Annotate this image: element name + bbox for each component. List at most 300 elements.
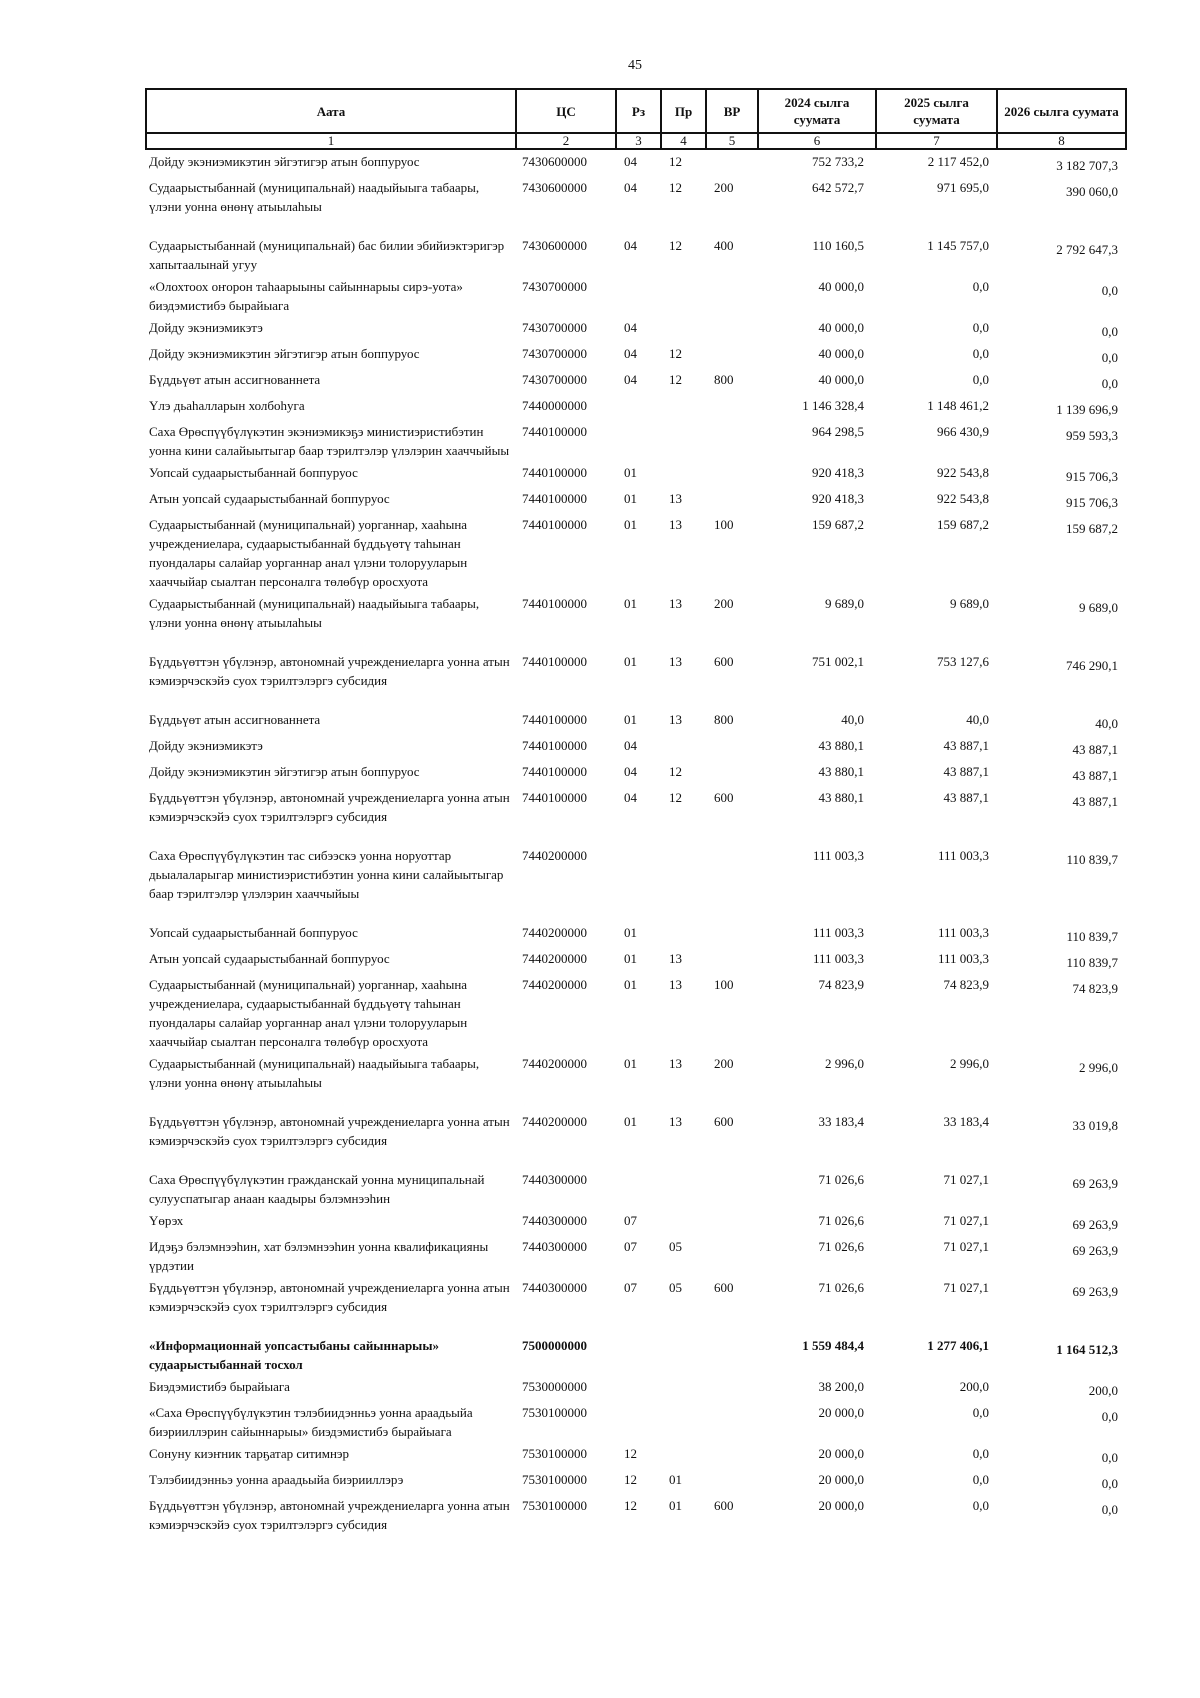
row-rz: 01 (624, 654, 637, 669)
row-rz: 01 (624, 491, 637, 506)
row-name: Судаарыстыбаннай (муниципальнай) уорганнар, хааһына учреждениелара, судаарыстыбаннай бүддьүөтү таһынан пуондалары салайар уорганнар анал үлэни толорууларын хааччыйар сыалтан персоналга төлөбүр оросхуота (149, 517, 468, 589)
row-pr (661, 1401, 706, 1442)
row-pr: 12 (669, 238, 682, 253)
row-amount-2026: 33 019,8 (1072, 1118, 1118, 1133)
row-cs-code: 7500000000 (522, 1338, 587, 1353)
row-name: Бүддьүөт атын ассигнованнета (149, 712, 321, 727)
row-rz: 04 (624, 346, 637, 361)
column-number: 1 (146, 133, 516, 149)
row-amount-2025: 2 996,0 (950, 1056, 989, 1071)
row-amount-2026: 200,0 (1088, 1383, 1118, 1398)
row-cs-code: 7430700000 (522, 372, 587, 387)
row-amount-2026: 69 263,9 (1072, 1217, 1118, 1232)
row-amount-2024: 159 687,2 (812, 517, 864, 532)
row-cs-code: 7530100000 (522, 1472, 587, 1487)
row-amount-2026: 69 263,9 (1072, 1243, 1118, 1258)
row-cs-code: 7440100000 (522, 738, 587, 753)
row-amount-2024: 1 559 484,4 (802, 1338, 864, 1353)
row-pr: 12 (669, 180, 682, 195)
row-amount-2025: 0,0 (972, 279, 989, 294)
row-amount-2025: 71 027,1 (943, 1172, 989, 1187)
row-pr (661, 420, 706, 461)
row-cs-code: 7440100000 (522, 424, 587, 439)
row-amount-2025: 1 148 461,2 (927, 398, 989, 413)
column-number: 5 (706, 133, 758, 149)
table-row (146, 1052, 1126, 1110)
row-amount-2026: 959 593,3 (1066, 428, 1118, 443)
row-pr: 13 (669, 712, 682, 727)
header-vr: ВР (706, 89, 758, 133)
row-name: Сонуну киэҥник тарҕатар ситимнэр (149, 1446, 349, 1461)
row-cs-code: 7440200000 (522, 848, 587, 863)
row-vr (706, 316, 758, 342)
row-rz: 01 (624, 712, 637, 727)
row-pr: 01 (669, 1472, 682, 1487)
page-number: 45 (628, 58, 642, 73)
row-amount-2024: 20 000,0 (818, 1446, 864, 1461)
table-row (146, 1209, 1126, 1235)
row-amount-2024: 33 183,4 (818, 1114, 864, 1129)
row-name: Үөрэх (149, 1213, 184, 1228)
row-amount-2026: 0,0 (1101, 324, 1118, 339)
row-vr (706, 1375, 758, 1401)
row-cs-code: 7530100000 (522, 1446, 587, 1461)
row-amount-2025: 0,0 (972, 320, 989, 335)
row-amount-2025: 111 003,3 (937, 848, 989, 863)
row-rz: 01 (624, 1056, 637, 1071)
table-row (146, 176, 1126, 234)
row-amount-2025: 71 027,1 (943, 1213, 989, 1228)
table-row (146, 368, 1126, 394)
row-amount-2024: 20 000,0 (818, 1498, 864, 1513)
row-amount-2026: 43 887,1 (1072, 794, 1118, 809)
row-name: Дойду экэниэмикэтин эйгэтигэр атын боппуруос (149, 764, 420, 779)
row-pr (661, 1375, 706, 1401)
row-vr (706, 844, 758, 921)
row-amount-2024: 2 996,0 (825, 1056, 864, 1071)
row-amount-2024: 71 026,6 (818, 1239, 864, 1254)
row-vr: 200 (714, 596, 734, 611)
row-amount-2024: 642 572,7 (812, 180, 864, 195)
row-amount-2026: 0,0 (1101, 376, 1118, 391)
row-name: Бүддьүөт атын ассигнованнета (149, 372, 321, 387)
row-name: Идэҕэ бэлэмнээһин, хат бэлэмнээһин уонна квалификацияны үрдэтии (149, 1239, 489, 1273)
row-cs-code: 7440200000 (522, 1056, 587, 1071)
row-vr: 600 (714, 1280, 734, 1295)
table-row (146, 1468, 1126, 1494)
row-pr: 12 (669, 764, 682, 779)
table-row (146, 149, 1126, 176)
row-name: Уопсай судаарыстыбаннай боппуруос (149, 465, 358, 480)
row-name: Үлэ дьаһалларын холбоһуга (149, 398, 305, 413)
row-amount-2025: 111 003,3 (937, 925, 989, 940)
header-pr: Пр (661, 89, 706, 133)
table-row (146, 1375, 1126, 1401)
row-amount-2026: 0,0 (1101, 1502, 1118, 1517)
row-vr (706, 1401, 758, 1442)
row-cs-code: 7440200000 (522, 951, 587, 966)
row-amount-2025: 33 183,4 (943, 1114, 989, 1129)
row-amount-2025: 971 695,0 (937, 180, 989, 195)
row-vr (706, 1442, 758, 1468)
table-row (146, 1235, 1126, 1276)
row-amount-2024: 43 880,1 (818, 738, 864, 753)
row-cs-code: 7430600000 (522, 180, 587, 195)
header-cs: ЦС (516, 89, 616, 133)
row-amount-2024: 74 823,9 (818, 977, 864, 992)
row-amount-2026: 0,0 (1101, 350, 1118, 365)
table-row (146, 708, 1126, 734)
row-amount-2025: 0,0 (972, 1446, 989, 1461)
row-cs-code: 7430600000 (522, 238, 587, 253)
row-amount-2024: 40 000,0 (818, 346, 864, 361)
row-amount-2024: 110 160,5 (812, 238, 864, 253)
row-pr: 13 (669, 596, 682, 611)
row-name: Саха Өрөспүүбүлүкэтин гражданскай уонна муниципальнай сулууспатыгар анаан каадыры бэлэмнээһин (149, 1172, 485, 1206)
row-amount-2025: 71 027,1 (943, 1280, 989, 1295)
column-number: 2 (516, 133, 616, 149)
row-vr (706, 734, 758, 760)
row-amount-2025: 43 887,1 (943, 790, 989, 805)
row-amount-2025: 0,0 (972, 1405, 989, 1420)
row-rz: 04 (624, 790, 637, 805)
row-rz: 01 (624, 977, 637, 992)
row-name: Дойду экэниэмикэтэ (149, 320, 263, 335)
row-rz: 04 (624, 764, 637, 779)
row-amount-2024: 40 000,0 (818, 320, 864, 335)
row-name: Саха Өрөспүүбүлүкэтин тас сибээскэ уонна норуоттар дьыалаларыгар министиэристибэтин уонна кини салайыытыгар баар тэрилтэлэр үлэлэрин хааччыйыы (149, 848, 504, 901)
row-vr: 100 (714, 517, 734, 532)
table-row (146, 650, 1126, 708)
row-vr (706, 921, 758, 947)
row-vr (706, 1468, 758, 1494)
row-rz: 01 (624, 465, 637, 480)
row-pr: 12 (669, 790, 682, 805)
row-pr: 01 (669, 1498, 682, 1513)
row-amount-2026: 390 060,0 (1066, 184, 1118, 199)
row-amount-2024: 20 000,0 (818, 1405, 864, 1420)
row-pr: 13 (669, 1114, 682, 1129)
row-amount-2025: 0,0 (972, 1472, 989, 1487)
row-amount-2026: 43 887,1 (1072, 742, 1118, 757)
row-cs-code: 7440100000 (522, 491, 587, 506)
row-name: Бүддьүөттэн үбүлэнэр, автономнай учреждениеларга уонна атын кэмиэрчэскэйэ суох тэрилтэлэргэ субсидия (149, 1114, 510, 1148)
row-rz: 04 (624, 372, 637, 387)
row-amount-2026: 0,0 (1101, 1409, 1118, 1424)
row-vr (706, 461, 758, 487)
row-name: Тэлэбиидэнньэ уонна араадьыйа биэрииллэрэ (149, 1472, 404, 1487)
row-amount-2025: 159 687,2 (937, 517, 989, 532)
row-amount-2025: 966 430,9 (937, 424, 989, 439)
row-cs-code: 7440100000 (522, 712, 587, 727)
row-amount-2025: 43 887,1 (943, 764, 989, 779)
row-rz (616, 1375, 661, 1401)
row-rz: 07 (624, 1213, 637, 1228)
row-amount-2026: 74 823,9 (1072, 981, 1118, 996)
row-name: Биэдэмистибэ бырайыага (149, 1379, 290, 1394)
row-rz: 07 (624, 1280, 637, 1295)
row-pr (661, 1442, 706, 1468)
row-cs-code: 7430600000 (522, 154, 587, 169)
row-vr (706, 342, 758, 368)
row-pr: 13 (669, 517, 682, 532)
row-amount-2026: 0,0 (1101, 1476, 1118, 1491)
row-amount-2024: 43 880,1 (818, 764, 864, 779)
row-amount-2025: 922 543,8 (937, 465, 989, 480)
row-cs-code: 7440100000 (522, 517, 587, 532)
row-amount-2025: 753 127,6 (937, 654, 989, 669)
table-row (146, 1442, 1126, 1468)
row-name: Атын уопсай судаарыстыбаннай боппуруос (149, 951, 390, 966)
row-amount-2024: 964 298,5 (812, 424, 864, 439)
header-row (146, 89, 1126, 133)
row-rz (616, 1168, 661, 1209)
row-name: Судаарыстыбаннай (муниципальнай) наадыйыыга табаары, үлэни уонна өнөнү атыылаһыы (149, 180, 480, 214)
header-2024: 2024 сылга суумата (758, 89, 876, 133)
row-pr (661, 1209, 706, 1235)
header-name: Аата (146, 89, 516, 133)
row-amount-2025: 43 887,1 (943, 738, 989, 753)
row-vr (706, 420, 758, 461)
table-row (146, 487, 1126, 513)
row-amount-2024: 40 000,0 (818, 279, 864, 294)
row-vr: 200 (714, 180, 734, 195)
row-rz: 07 (624, 1239, 637, 1254)
row-rz: 01 (624, 517, 637, 532)
row-amount-2026: 915 706,3 (1066, 469, 1118, 484)
row-amount-2025: 9 689,0 (950, 596, 989, 611)
row-name: Саха Өрөспүүбүлүкэтин экэниэмикэҕэ министиэристибэтин уонна кини салайыытыгар баар тэрилтэлэр үлэлэрин хааччыйыы (149, 424, 510, 458)
row-rz (616, 1334, 661, 1375)
row-vr: 600 (714, 790, 734, 805)
header-2025: 2025 сылга суумата (876, 89, 997, 133)
row-amount-2025: 1 277 406,1 (927, 1338, 989, 1353)
table-row (146, 394, 1126, 420)
row-amount-2025: 40,0 (966, 712, 989, 727)
row-pr (661, 1334, 706, 1375)
row-amount-2025: 0,0 (972, 346, 989, 361)
row-vr: 800 (714, 372, 734, 387)
column-number: 6 (758, 133, 876, 149)
row-cs-code: 7440000000 (522, 398, 587, 413)
row-pr: 05 (669, 1239, 682, 1254)
row-cs-code: 7440200000 (522, 977, 587, 992)
row-pr: 12 (669, 154, 682, 169)
row-vr: 600 (714, 1498, 734, 1513)
row-pr (661, 734, 706, 760)
row-name: Судаарыстыбаннай (муниципальнай) бас билии эбийиэктэригэр хапытаалынай угуу (149, 238, 505, 272)
row-amount-2024: 9 689,0 (825, 596, 864, 611)
row-rz: 01 (624, 596, 637, 611)
row-pr: 12 (669, 372, 682, 387)
header-rz: Рз (616, 89, 661, 133)
table-row (146, 973, 1126, 1052)
row-amount-2024: 920 418,3 (812, 465, 864, 480)
table-row (146, 1494, 1126, 1535)
row-cs-code: 7530100000 (522, 1405, 587, 1420)
row-vr (706, 1334, 758, 1375)
table-row (146, 1276, 1126, 1334)
row-pr: 13 (669, 1056, 682, 1071)
row-vr (706, 149, 758, 176)
table-row (146, 734, 1126, 760)
row-pr (661, 316, 706, 342)
row-vr (706, 947, 758, 973)
column-number: 7 (876, 133, 997, 149)
table-row (146, 461, 1126, 487)
row-vr: 800 (714, 712, 734, 727)
row-rz: 04 (624, 320, 637, 335)
row-vr (706, 1209, 758, 1235)
row-vr (706, 275, 758, 316)
table-row (146, 316, 1126, 342)
row-amount-2024: 752 733,2 (812, 154, 864, 169)
column-number: 8 (997, 133, 1126, 149)
row-name: Судаарыстыбаннай (муниципальнай) наадыйыыга табаары, үлэни уонна өнөнү атыылаһыы (149, 596, 480, 630)
row-cs-code: 7440300000 (522, 1172, 587, 1187)
row-amount-2025: 200,0 (959, 1379, 989, 1394)
row-cs-code: 7440100000 (522, 790, 587, 805)
row-amount-2024: 40 000,0 (818, 372, 864, 387)
row-amount-2026: 159 687,2 (1066, 521, 1118, 536)
row-pr: 05 (669, 1280, 682, 1295)
row-name: Бүддьүөттэн үбүлэнэр, автономнай учреждениеларга уонна атын кэмиэрчэскэйэ суох тэрилтэлэргэ субсидия (149, 1280, 510, 1314)
row-rz: 04 (624, 154, 637, 169)
row-rz: 04 (624, 738, 637, 753)
row-cs-code: 7440100000 (522, 764, 587, 779)
row-cs-code: 7430700000 (522, 346, 587, 361)
row-amount-2025: 0,0 (972, 1498, 989, 1513)
table-row (146, 1401, 1126, 1442)
row-rz (616, 844, 661, 921)
row-vr (706, 1168, 758, 1209)
row-vr: 600 (714, 1114, 734, 1129)
row-amount-2026: 110 839,7 (1066, 852, 1118, 867)
column-number-row (146, 133, 1126, 149)
row-rz: 12 (624, 1472, 637, 1487)
row-pr: 13 (669, 951, 682, 966)
row-amount-2024: 71 026,6 (818, 1172, 864, 1187)
row-amount-2024: 40,0 (841, 712, 864, 727)
row-amount-2026: 40,0 (1095, 716, 1118, 731)
row-pr (661, 921, 706, 947)
row-amount-2026: 69 263,9 (1072, 1284, 1118, 1299)
row-amount-2024: 71 026,6 (818, 1213, 864, 1228)
row-amount-2024: 751 002,1 (812, 654, 864, 669)
row-amount-2024: 1 146 328,4 (802, 398, 864, 413)
row-vr: 400 (714, 238, 734, 253)
row-cs-code: 7440100000 (522, 596, 587, 611)
row-name: Атын уопсай судаарыстыбаннай боппуруос (149, 491, 390, 506)
row-pr (661, 394, 706, 420)
row-amount-2025: 2 117 452,0 (927, 154, 989, 169)
row-amount-2024: 920 418,3 (812, 491, 864, 506)
row-amount-2026: 3 182 707,3 (1056, 158, 1118, 173)
row-amount-2026: 110 839,7 (1066, 929, 1118, 944)
row-amount-2025: 1 145 757,0 (927, 238, 989, 253)
row-rz (616, 394, 661, 420)
row-cs-code: 7440100000 (522, 654, 587, 669)
row-amount-2025: 111 003,3 (937, 951, 989, 966)
row-amount-2024: 43 880,1 (818, 790, 864, 805)
budget-table (145, 88, 1127, 1535)
table-row (146, 921, 1126, 947)
table-row (146, 234, 1126, 275)
row-amount-2026: 43 887,1 (1072, 768, 1118, 783)
row-pr (661, 461, 706, 487)
row-amount-2026: 2 996,0 (1079, 1060, 1118, 1075)
row-amount-2026: 915 706,3 (1066, 495, 1118, 510)
row-cs-code: 7440300000 (522, 1213, 587, 1228)
row-amount-2024: 111 003,3 (812, 951, 864, 966)
row-cs-code: 7430700000 (522, 320, 587, 335)
row-amount-2024: 20 000,0 (818, 1472, 864, 1487)
row-cs-code: 7530100000 (522, 1498, 587, 1513)
row-cs-code: 7440200000 (522, 925, 587, 940)
row-name: Бүддьүөттэн үбүлэнэр, автономнай учреждениеларга уонна атын кэмиэрчэскэйэ суох тэрилтэлэргэ субсидия (149, 790, 510, 824)
table-row (146, 592, 1126, 650)
row-name: Судаарыстыбаннай (муниципальнай) наадыйыыга табаары, үлэни уонна өнөнү атыылаһыы (149, 1056, 480, 1090)
row-vr: 600 (714, 654, 734, 669)
row-name: Бүддьүөттэн үбүлэнэр, автономнай учреждениеларга уонна атын кэмиэрчэскэйэ суох тэрилтэлэргэ субсидия (149, 654, 510, 688)
table-row (146, 513, 1126, 592)
table-row (146, 342, 1126, 368)
row-name: «Олохтоох оҥорон таһаарыыны сайыннарыы сирэ-уота» биэдэмистибэ бырайыага (149, 279, 463, 313)
row-rz: 12 (624, 1446, 637, 1461)
row-pr (661, 844, 706, 921)
row-amount-2025: 71 027,1 (943, 1239, 989, 1254)
row-name: Дойду экэниэмикэтэ (149, 738, 263, 753)
row-rz (616, 420, 661, 461)
row-name: Дойду экэниэмикэтин эйгэтигэр атын боппуруос (149, 154, 420, 169)
table-row (146, 947, 1126, 973)
table-row (146, 420, 1126, 461)
header-2026: 2026 сылга суумата (997, 89, 1126, 133)
row-amount-2026: 746 290,1 (1066, 658, 1118, 673)
row-amount-2024: 71 026,6 (818, 1280, 864, 1295)
row-amount-2024: 111 003,3 (812, 925, 864, 940)
row-rz: 01 (624, 1114, 637, 1129)
table-row (146, 1110, 1126, 1168)
row-cs-code: 7440300000 (522, 1280, 587, 1295)
table-row (146, 760, 1126, 786)
row-vr (706, 1235, 758, 1276)
row-rz (616, 1401, 661, 1442)
row-amount-2026: 2 792 647,3 (1056, 242, 1118, 257)
row-rz: 01 (624, 925, 637, 940)
row-vr (706, 487, 758, 513)
row-cs-code: 7440200000 (522, 1114, 587, 1129)
table-row (146, 844, 1126, 921)
row-pr (661, 1168, 706, 1209)
column-number: 3 (616, 133, 661, 149)
row-amount-2025: 922 543,8 (937, 491, 989, 506)
row-pr: 13 (669, 654, 682, 669)
row-rz: 12 (624, 1498, 637, 1513)
row-pr: 13 (669, 491, 682, 506)
row-rz: 04 (624, 238, 637, 253)
row-pr: 12 (669, 346, 682, 361)
row-pr (661, 275, 706, 316)
row-cs-code: 7530000000 (522, 1379, 587, 1394)
row-vr: 100 (714, 977, 734, 992)
table-row (146, 786, 1126, 844)
row-amount-2026: 69 263,9 (1072, 1176, 1118, 1191)
row-amount-2026: 0,0 (1101, 1450, 1118, 1465)
row-pr: 13 (669, 977, 682, 992)
column-number: 4 (661, 133, 706, 149)
row-amount-2026: 0,0 (1101, 283, 1118, 298)
